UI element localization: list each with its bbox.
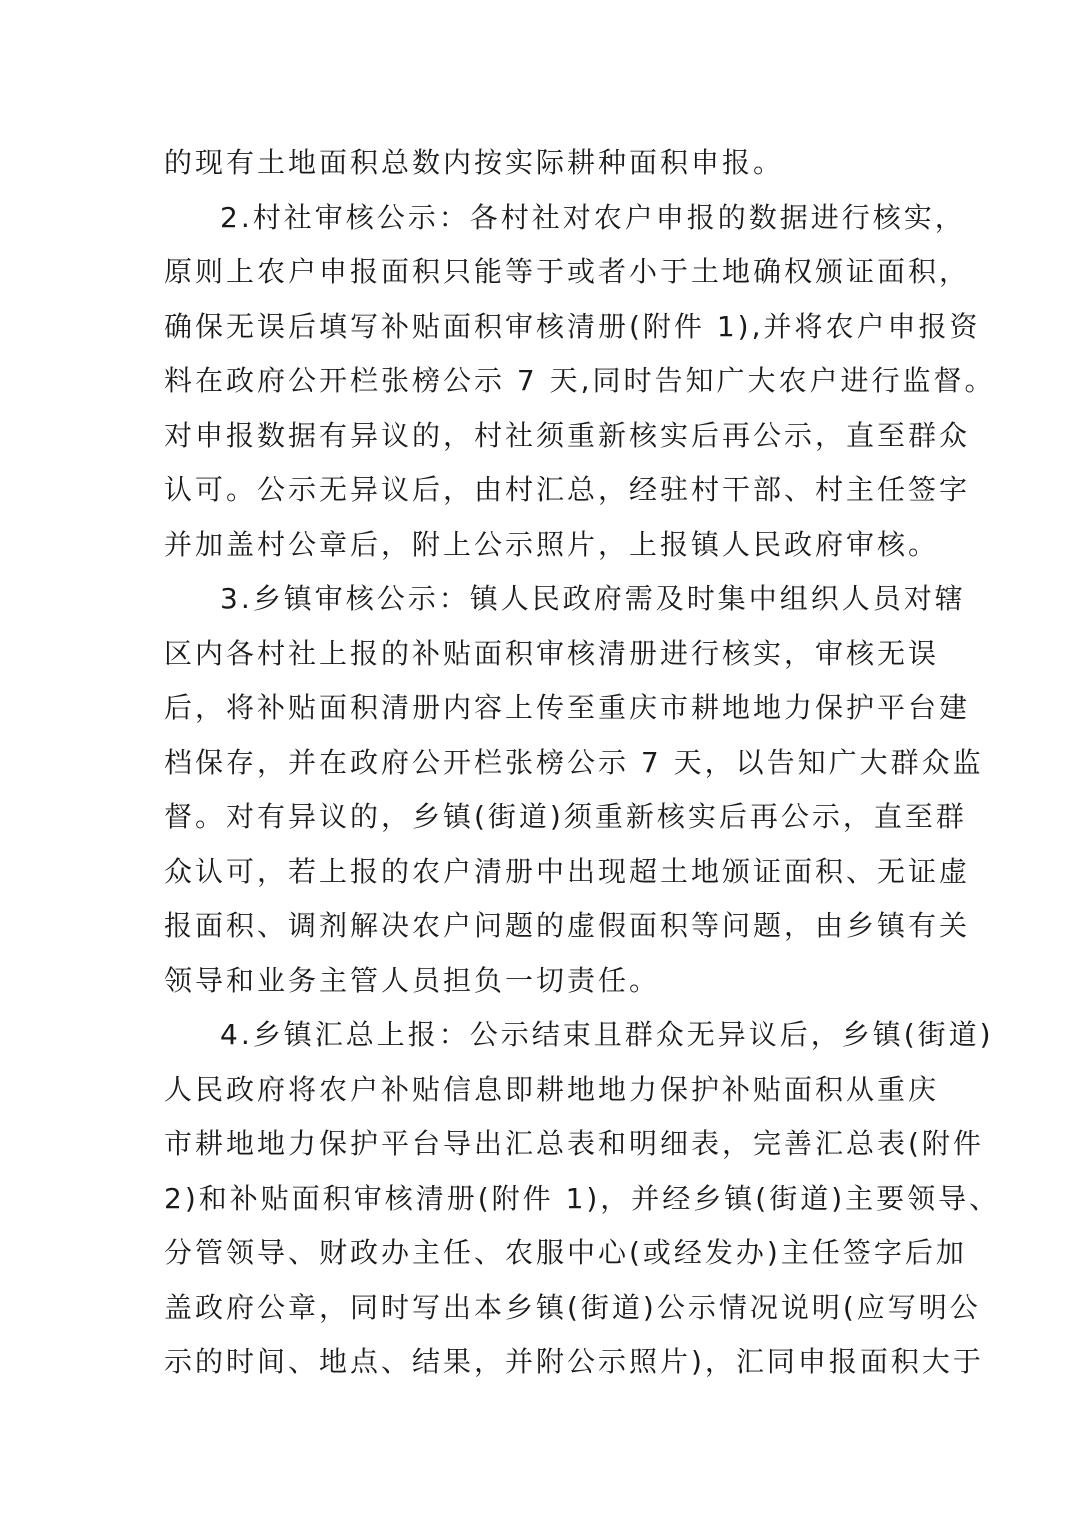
text-line: 分管领导、财政办主任、农服中心(或经发办)主任签字后加 (164, 1236, 967, 1269)
document-body (164, 136, 1001, 1390)
text-line: 众认可，若上报的农户清册中出现超土地颁证面积、无证虚 (164, 854, 971, 888)
paragraph-heading-line: 4.乡镇汇总上报：公示结束且群众无异议后，乡镇(街道) (220, 1018, 994, 1051)
text-line: 市耕地地力保护平台导出汇总表和明细表，完善汇总表(附件 (164, 1127, 984, 1160)
text-line: 的现有土地面积总数内按实际耕种面积申报。 (164, 146, 785, 179)
text-line: 并加盖村公章后，附上公示照片，上报镇人民政府审核。 (164, 527, 940, 561)
paragraph-heading-line: 3.乡镇审核公示：镇人民政府需及时集中组织人员对辖 (220, 582, 966, 615)
text-line: 报面积、调剂解决农户问题的虚假面积等问题，由乡镇有关 (164, 909, 971, 942)
text-line: 督。对有异议的，乡镇(街道)须重新核实后再公示，直至群 (164, 800, 967, 833)
text-line: 区内各村社上报的补贴面积审核清册进行核实，审核无误 (164, 636, 940, 670)
text-line: 料在政府公开栏张榜公示 7 天,同时告知广大农户进行监督。 (164, 364, 996, 397)
text-line: 认可。公示无异议后，由村汇总，经驻村干部、村主任签字 (164, 473, 971, 506)
text-line: 盖政府公章，同时写出本乡镇(街道)公示情况说明(应写明公 (164, 1290, 981, 1324)
text-line: 后，将补贴面积清册内容上传至重庆市耕地地力保护平台建 (164, 691, 971, 724)
text-line: 领导和业务主管人员担负一切责任。 (164, 963, 661, 997)
text-line: 人民政府将农户补贴信息即耕地地力保护补贴面积从重庆 (164, 1072, 940, 1106)
text-line: 原则上农户申报面积只能等于或者小于土地确权颁证面积， (164, 255, 971, 288)
text-line: 对申报数据有异议的，村社须重新核实后再公示，直至群众 (164, 418, 971, 452)
text-line: 2)和补贴面积审核清册(附件 1)，并经乡镇(街道)主要领导、 (164, 1181, 1001, 1215)
text-line: 示的时间、地点、结果，并附公示照片)，汇同申报面积大于 (164, 1345, 984, 1378)
text-line: 确保无误后填写补贴面积审核清册(附件 1),并将农户申报资 (164, 309, 981, 343)
text-line: 档保存，并在政府公开栏张榜公示 7 天，以告知广大群众监 (164, 745, 984, 779)
paragraph-heading-line: 2.村社审核公示：各村社对农户申报的数据进行核实， (220, 200, 966, 234)
